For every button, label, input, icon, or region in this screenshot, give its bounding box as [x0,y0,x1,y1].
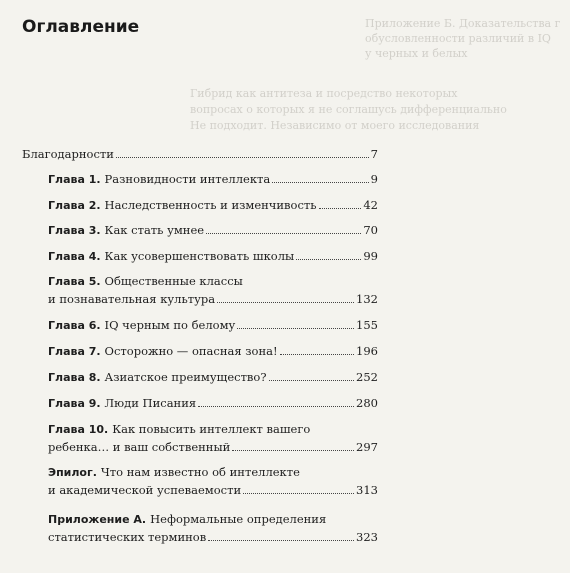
dot-leader [296,259,361,260]
chapter-title: Неформальные определения [150,512,327,526]
toc-entry[interactable] [22,196,378,214]
chapter-title: и познавательная культура [48,292,216,306]
chapter-label: Глава 6. [48,319,101,332]
page-number: 132 [356,292,378,306]
bleed-body-line: Не подходит. Независимо от моего исследования [190,119,480,132]
page-number: 313 [356,483,378,497]
chapter-label: Глава 2. [48,199,101,212]
toc-entry[interactable] [22,420,378,456]
dot-leader [232,450,354,451]
toc-entry[interactable] [22,247,378,265]
toc-entry[interactable] [22,394,378,412]
toc-line [22,438,378,456]
dot-leader [237,328,354,329]
chapter-title: Азиатское преимущество? [104,370,267,384]
chapter-label: Глава 8. [48,371,101,384]
toc-line [22,170,378,188]
chapter-title: Наследственность и изменчивость [104,198,317,212]
chapter-label: Глава 5. [48,275,101,288]
chapter-title: и академической успеваемости [48,483,242,497]
toc-line [22,510,378,528]
bleed-body-line: вопросах о которых я не соглашусь дифференциально [190,103,507,116]
chapter-title: Разновидности интеллекта [104,172,271,186]
dot-leader [208,540,354,541]
toc-entry[interactable] [22,463,378,499]
chapter-title: Как повысить интеллект вашего [112,422,311,436]
page-number: 280 [356,396,378,410]
bleed-header-line: у черных и белых [365,47,468,60]
toc-line [22,196,378,214]
bleed-header [365,16,570,61]
toc-entry[interactable] [22,221,378,239]
page-title: Оглавление [22,17,145,37]
page-number: 155 [356,318,378,332]
toc-line [22,463,378,481]
dot-leader [280,354,354,355]
chapter-title: Как стать умнее [104,223,205,237]
page-number: 42 [363,198,378,212]
chapter-title: Благодарности [22,147,114,161]
chapter-label: Глава 7. [48,345,101,358]
toc-line [22,368,378,386]
toc-line [22,420,378,438]
toc-entry[interactable] [22,510,378,546]
page-number: 196 [356,344,378,358]
chapter-title: Общественные классы [104,274,243,288]
page-number: 297 [356,440,378,454]
dot-leader [243,493,354,494]
bleed-header-line: Приложение Б. Доказательства г [365,17,561,30]
chapter-title: статистических терминов [48,530,207,544]
chapter-label: Глава 4. [48,250,101,263]
toc-line [22,528,378,546]
chapter-label: Эпилог. [48,466,97,479]
toc-line [22,247,378,265]
chapter-title: IQ черным по белому [104,318,236,332]
toc-entry[interactable] [22,170,378,188]
toc-line [22,145,378,163]
toc-line [22,290,378,308]
dot-leader [272,182,368,183]
chapter-label: Глава 9. [48,397,101,410]
toc-line [22,394,378,412]
dot-leader [269,380,355,381]
chapter-title: Осторожно — опасная зона! [104,344,278,358]
dot-leader [217,302,354,303]
toc-line [22,481,378,499]
dot-leader [116,157,369,158]
toc-line [22,221,378,239]
chapter-title: Что нам известно об интеллекте [100,465,300,479]
chapter-title: Люди Писания [104,396,197,410]
page-number: 70 [363,223,378,237]
toc-entry[interactable] [22,368,378,386]
bleed-header-line: обусловленности различий в IQ [365,32,551,45]
page-number: 7 [370,147,378,161]
dot-leader [206,233,361,234]
toc-line [22,316,378,334]
page-number: 323 [356,530,378,544]
toc-entry[interactable] [22,145,378,163]
toc-line [22,272,378,290]
page-number: 252 [356,370,378,384]
chapter-label: Глава 10. [48,423,109,436]
chapter-label: Глава 3. [48,224,101,237]
chapter-title: ребенка… и ваш собственный [48,440,231,454]
chapter-label: Приложение А. [48,513,147,526]
page-number: 99 [363,249,378,263]
toc-line [22,342,378,360]
bleed-body-line: Гибрид как антитеза и посредство некоторых [190,87,458,100]
chapter-label: Глава 1. [48,173,101,186]
page-number: 9 [370,172,378,186]
chapter-title: Как усовершенствовать школы [104,249,295,263]
toc-entry[interactable] [22,272,378,308]
dot-leader [319,208,362,209]
toc-entry[interactable] [22,316,378,334]
dot-leader [198,406,354,407]
toc-entry[interactable] [22,342,378,360]
